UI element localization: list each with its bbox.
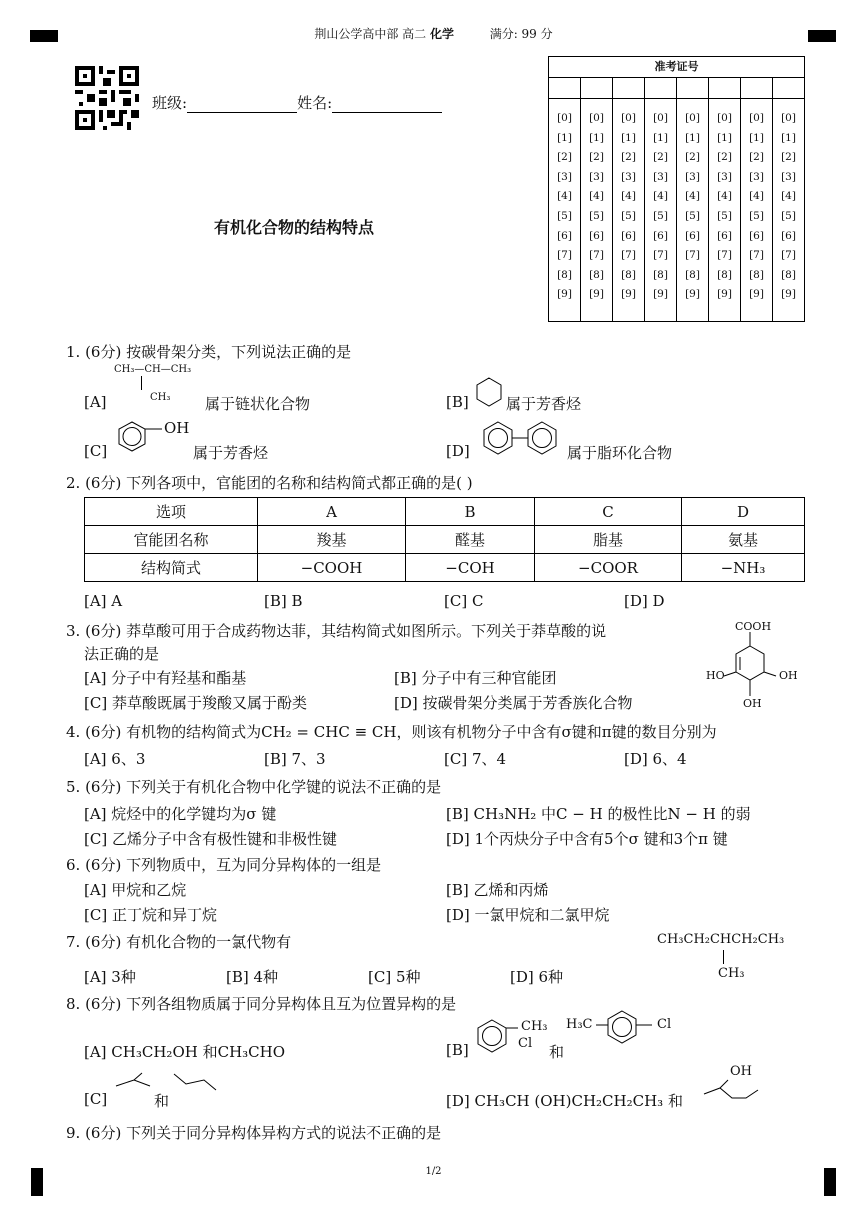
- id-digit-bubble[interactable]: [2]: [781, 151, 796, 164]
- id-write-cell[interactable]: [709, 78, 741, 98]
- q1-option-a[interactable]: [A]: [84, 393, 107, 411]
- id-digit-bubble[interactable]: [4]: [685, 190, 700, 203]
- q7-bond: [723, 950, 724, 964]
- id-digit-bubble[interactable]: [7]: [589, 249, 604, 262]
- id-digit-bubble[interactable]: [0]: [589, 112, 604, 124]
- exam-id-title: 准考证号: [549, 57, 804, 78]
- id-digit-bubble[interactable]: [8]: [749, 268, 764, 281]
- id-digit-bubble[interactable]: [0]: [749, 112, 764, 124]
- table-row: [85, 526, 805, 554]
- q3-stem: 3. (6分) 莽草酸可用于合成药物达菲，其结构简式如图所示。下列关于莽草酸的说: [66, 622, 607, 640]
- header-subject: 化学: [430, 27, 455, 41]
- table-cell: 脂基: [535, 526, 682, 554]
- id-digit-column: [741, 99, 773, 322]
- id-digit-bubble[interactable]: [7]: [557, 249, 572, 262]
- id-digit-bubble[interactable]: [6]: [557, 229, 572, 242]
- q6-option-c[interactable]: [C] 正丁烷和异丁烷: [84, 906, 217, 924]
- q7-option-b[interactable]: [B] 4种: [226, 968, 279, 986]
- id-digit-bubble[interactable]: [8]: [685, 268, 700, 281]
- q1-stem: 1. (6分) 按碳骨架分类，下列说法正确的是: [66, 343, 352, 361]
- id-digit-bubble[interactable]: [2]: [685, 151, 700, 164]
- id-digit-bubble[interactable]: [6]: [653, 229, 668, 242]
- p-chlorotoluene-icon: [596, 1008, 660, 1054]
- id-digit-bubble[interactable]: [3]: [653, 170, 668, 183]
- table-cell: 氨基: [682, 526, 805, 554]
- q8-option-a[interactable]: [A] CH₃CH₂OH 和CH₃CHO: [84, 1043, 286, 1061]
- header-school: 荆山公学高中部 高二: [314, 27, 427, 41]
- q1-option-c[interactable]: [C]: [84, 442, 108, 460]
- id-digit-column: [581, 99, 613, 322]
- id-digit-bubble[interactable]: [6]: [589, 229, 604, 242]
- table-cell: 羧基: [258, 526, 406, 554]
- cyclohexane-icon: [474, 376, 504, 408]
- q3-option-a[interactable]: [A] 分子中有羟基和酯基: [84, 669, 247, 687]
- q5-option-c[interactable]: [C] 乙烯分子中含有极性键和非极性键: [84, 830, 337, 848]
- id-digit-bubble[interactable]: [3]: [557, 170, 572, 183]
- id-digit-bubble[interactable]: [1]: [653, 131, 668, 144]
- id-digit-bubble[interactable]: [4]: [557, 190, 572, 203]
- id-digit-bubble[interactable]: [3]: [749, 170, 764, 183]
- id-digit-bubble[interactable]: [3]: [621, 170, 636, 183]
- table-row: [85, 554, 805, 582]
- q8-b-and: 和: [549, 1043, 565, 1061]
- table-cell: −COOH: [258, 554, 406, 582]
- q7-option-c[interactable]: [C] 5种: [368, 968, 421, 986]
- table-row: [85, 498, 805, 526]
- table-cell: 选项: [85, 498, 258, 526]
- q3-option-d[interactable]: [D] 按碳骨架分类属于芳香族化合物: [394, 694, 633, 712]
- q2-option-c[interactable]: [C] C: [444, 592, 484, 610]
- id-digit-bubble[interactable]: [7]: [749, 249, 764, 262]
- q3-fig-ho: HO: [706, 669, 725, 682]
- id-digit-bubble[interactable]: [4]: [653, 190, 668, 203]
- id-digit-bubble[interactable]: [0]: [653, 112, 668, 124]
- q2-table: [84, 497, 805, 582]
- id-digit-bubble[interactable]: [5]: [621, 209, 636, 222]
- id-write-cell[interactable]: [677, 78, 709, 98]
- q3-fig-cooh: COOH: [735, 620, 772, 633]
- q6-option-d[interactable]: [D] 一氯甲烷和二氯甲烷: [446, 906, 610, 924]
- q1-a-formula: CH₃—CH—CH₃: [114, 364, 192, 375]
- id-digit-bubble[interactable]: [7]: [685, 249, 700, 262]
- page-number: 1/2: [425, 1166, 442, 1177]
- id-digit-bubble[interactable]: [8]: [589, 268, 604, 281]
- q2-option-a[interactable]: [A] A: [84, 592, 123, 610]
- q1-d-text: 属于脂环化合物: [567, 444, 673, 462]
- q8-b-h3c: H₃C: [566, 1017, 593, 1032]
- id-digit-bubble[interactable]: [0]: [685, 112, 700, 124]
- table-cell: 官能团名称: [85, 526, 258, 554]
- q1-b-text: 属于芳香烃: [506, 395, 582, 413]
- id-digit-bubble[interactable]: [3]: [781, 170, 796, 183]
- q4-option-c[interactable]: [C] 7、4: [444, 750, 507, 768]
- q6-option-b[interactable]: [B] 乙烯和丙烯: [446, 881, 549, 899]
- id-digit-bubble[interactable]: [5]: [589, 209, 604, 222]
- table-cell: −NH₃: [682, 554, 805, 582]
- id-digit-bubble[interactable]: [7]: [621, 249, 636, 262]
- q9-stem: 9. (6分) 下列关于同分异构体异构方式的说法不正确的是: [66, 1124, 442, 1142]
- q8-b-ch3: CH₃: [521, 1019, 548, 1034]
- q1-a-formula-branch: CH₃: [150, 392, 171, 403]
- id-digit-bubble[interactable]: [2]: [717, 151, 732, 164]
- id-digit-bubble[interactable]: [1]: [621, 131, 636, 144]
- table-cell: 醛基: [406, 526, 535, 554]
- name-field[interactable]: [332, 96, 442, 113]
- q4-stem: 4. (6分) 有机物的结构简式为CH₂ = CHC ≡ CH，则该有机物分子中含有σ键和π键的数目分别为: [66, 723, 717, 741]
- id-write-cell[interactable]: [645, 78, 677, 98]
- q5-stem: 5. (6分) 下列关于有机化合物中化学键的说法不正确的是: [66, 778, 442, 796]
- q4-option-b[interactable]: [B] 7、3: [264, 750, 326, 768]
- q5-option-b[interactable]: [B] CH₃NH₂ 中C − H 的极性比N − H 的弱: [446, 805, 751, 823]
- phenol-icon: [110, 418, 166, 458]
- q1-a-bond: [141, 376, 142, 390]
- q4-option-d[interactable]: [D] 6、4: [624, 750, 687, 768]
- id-digit-bubble[interactable]: [7]: [717, 249, 732, 262]
- q8-option-d[interactable]: [D] CH₃CH (OH)CH₂CH₂CH₃ 和: [446, 1092, 683, 1110]
- id-digit-column: [677, 99, 709, 322]
- table-cell: −COOR: [535, 554, 682, 582]
- q4-option-a[interactable]: [A] 6、3: [84, 750, 146, 768]
- id-digit-column: [613, 99, 645, 322]
- id-digit-bubble[interactable]: [0]: [621, 112, 636, 124]
- id-digit-bubble[interactable]: [9]: [589, 288, 604, 301]
- q7-option-a[interactable]: [A] 3种: [84, 968, 136, 986]
- id-digit-bubble[interactable]: [6]: [717, 229, 732, 242]
- id-digit-bubble[interactable]: [5]: [653, 209, 668, 222]
- id-digit-bubble[interactable]: [0]: [557, 112, 572, 124]
- id-digit-bubble[interactable]: [1]: [717, 131, 732, 144]
- id-digit-bubble[interactable]: [9]: [717, 288, 732, 301]
- id-digit-bubble[interactable]: [6]: [749, 229, 764, 242]
- id-digit-bubble[interactable]: [2]: [589, 151, 604, 164]
- id-write-cell[interactable]: [613, 78, 645, 98]
- q3-option-b[interactable]: [B] 分子中有三种官能团: [394, 669, 557, 687]
- id-digit-bubble[interactable]: [1]: [685, 131, 700, 144]
- class-label: 班级:: [152, 94, 188, 112]
- id-digit-bubble[interactable]: [8]: [621, 268, 636, 281]
- table-cell: C: [535, 498, 682, 526]
- table-cell: A: [258, 498, 406, 526]
- id-digit-bubble[interactable]: [0]: [717, 112, 732, 124]
- table-cell: D: [682, 498, 805, 526]
- id-digit-bubble[interactable]: [9]: [685, 288, 700, 301]
- id-digit-bubble[interactable]: [9]: [749, 288, 764, 301]
- id-digit-bubble[interactable]: [8]: [557, 268, 572, 281]
- q7-stem: 7. (6分) 有机化合物的一氯代物有: [66, 933, 292, 951]
- table-cell: B: [406, 498, 535, 526]
- q1-option-d[interactable]: [D]: [446, 442, 470, 460]
- q8-b-cl2: Cl: [657, 1017, 672, 1032]
- id-digit-bubble[interactable]: [0]: [781, 112, 796, 124]
- id-digit-bubble[interactable]: [3]: [589, 170, 604, 183]
- id-digit-bubble[interactable]: [6]: [685, 229, 700, 242]
- q5-option-d[interactable]: [D] 1个丙炔分子中含有5个σ 键和3个π 键: [446, 830, 728, 848]
- q8-option-c[interactable]: [C]: [84, 1090, 108, 1108]
- page-title: 有机化合物的结构特点: [214, 218, 375, 237]
- id-digit-bubble[interactable]: [4]: [621, 190, 636, 203]
- id-write-cell[interactable]: [549, 78, 581, 98]
- id-digit-bubble[interactable]: [7]: [653, 249, 668, 262]
- q1-c-oh: OH: [164, 419, 190, 437]
- q7-formula: CH₃CH₂CHCH₂CH₃: [657, 932, 785, 947]
- id-digit-bubble[interactable]: [9]: [781, 288, 796, 301]
- q3-option-c[interactable]: [C] 莽草酸既属于羧酸又属于酚类: [84, 694, 307, 712]
- id-digit-bubble[interactable]: [5]: [685, 209, 700, 222]
- q3-fig-oh-bottom: OH: [743, 697, 762, 710]
- exam-id-box: [548, 56, 805, 322]
- id-digit-bubble[interactable]: [8]: [717, 268, 732, 281]
- id-digit-bubble[interactable]: [2]: [557, 151, 572, 164]
- name-label: 姓名:: [297, 94, 333, 112]
- id-digit-bubble[interactable]: [5]: [717, 209, 732, 222]
- id-digit-bubble[interactable]: [8]: [781, 268, 796, 281]
- biphenyl-icon: [476, 418, 568, 458]
- q1-a-text: 属于链状化合物: [205, 395, 311, 413]
- id-digit-bubble[interactable]: [1]: [781, 131, 796, 144]
- id-digit-bubble[interactable]: [2]: [653, 151, 668, 164]
- exam-id-write-row: [549, 78, 804, 99]
- q8-c-and: 和: [154, 1092, 170, 1110]
- id-write-cell[interactable]: [773, 78, 804, 98]
- q8-b-cl: Cl: [518, 1036, 533, 1051]
- id-digit-bubble[interactable]: [4]: [749, 190, 764, 203]
- q6-option-a[interactable]: [A] 甲烷和乙烷: [84, 881, 187, 899]
- id-digit-bubble[interactable]: [4]: [717, 190, 732, 203]
- q5-option-a[interactable]: [A] 烷烃中的化学键均为σ 键: [84, 805, 277, 823]
- header-score: 满分: 99 分: [489, 27, 553, 41]
- q3-stem-cont: 法正确的是: [84, 645, 160, 663]
- exam-id-bubbles: [549, 99, 804, 322]
- id-digit-bubble[interactable]: [1]: [749, 131, 764, 144]
- isobutane-skeletal-icon: [114, 1072, 154, 1096]
- id-digit-bubble[interactable]: [6]: [621, 229, 636, 242]
- id-digit-bubble[interactable]: [1]: [557, 131, 572, 144]
- q8-option-b[interactable]: [B]: [446, 1041, 469, 1059]
- id-digit-bubble[interactable]: [3]: [717, 170, 732, 183]
- page-header: [0, 25, 867, 42]
- q8-stem: 8. (6分) 下列各组物质属于同分异构体且互为位置异构的是: [66, 995, 457, 1013]
- q1-option-b[interactable]: [B]: [446, 393, 469, 411]
- id-digit-bubble[interactable]: [7]: [781, 249, 796, 262]
- id-digit-bubble[interactable]: [3]: [685, 170, 700, 183]
- id-digit-bubble[interactable]: [5]: [557, 209, 572, 222]
- id-digit-bubble[interactable]: [9]: [557, 288, 572, 301]
- id-digit-bubble[interactable]: [9]: [653, 288, 668, 301]
- id-digit-column: [549, 99, 581, 322]
- q7-formula-branch: CH₃: [718, 966, 745, 981]
- id-digit-bubble[interactable]: [2]: [749, 151, 764, 164]
- class-field[interactable]: [187, 96, 297, 113]
- q2-option-d[interactable]: [D] D: [624, 592, 665, 610]
- id-digit-bubble[interactable]: [4]: [589, 190, 604, 203]
- q7-option-d[interactable]: [D] 6种: [510, 968, 564, 986]
- id-digit-column: [773, 99, 804, 322]
- id-digit-column: [645, 99, 677, 322]
- butane-skeletal-icon: [172, 1072, 220, 1096]
- q6-stem: 6. (6分) 下列物质中，互为同分异构体的一组是: [66, 856, 382, 874]
- table-cell: −COH: [406, 554, 535, 582]
- id-digit-bubble[interactable]: [6]: [781, 229, 796, 242]
- q8-d-oh: OH: [730, 1064, 752, 1079]
- q2-stem: 2. (6分) 下列各项中，官能团的名称和结构简式都正确的是( ): [66, 474, 473, 492]
- qr-code-icon: [75, 66, 139, 130]
- student-info: [152, 92, 442, 113]
- q1-c-text: 属于芳香烃: [193, 444, 269, 462]
- id-digit-bubble[interactable]: [9]: [621, 288, 636, 301]
- id-digit-bubble[interactable]: [1]: [589, 131, 604, 144]
- id-digit-bubble[interactable]: [5]: [781, 209, 796, 222]
- id-digit-column: [709, 99, 741, 322]
- id-digit-bubble[interactable]: [4]: [781, 190, 796, 203]
- q2-option-b[interactable]: [B] B: [264, 592, 303, 610]
- id-digit-bubble[interactable]: [8]: [653, 268, 668, 281]
- id-write-cell[interactable]: [581, 78, 613, 98]
- table-cell: 结构简式: [85, 554, 258, 582]
- id-digit-bubble[interactable]: [5]: [749, 209, 764, 222]
- q3-fig-oh: OH: [779, 669, 798, 682]
- id-digit-bubble[interactable]: [2]: [621, 151, 636, 164]
- id-write-cell[interactable]: [741, 78, 773, 98]
